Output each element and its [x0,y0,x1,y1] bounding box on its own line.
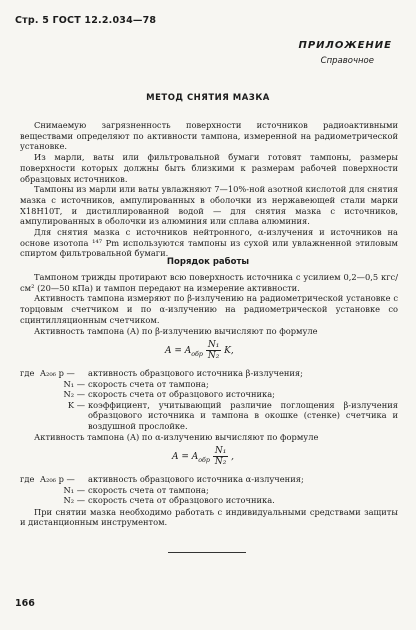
where-label: где [20,368,35,378]
definition-row [20,485,398,496]
definition-symbol: N₁ — [63,378,85,389]
definition-symbol: K — [67,399,85,410]
definition-text: скорость счета от тампона; [88,378,209,389]
definition-text: коэффициент, учитывающий различие поглощения β-излучения образцового источника и тампона в окошке (стенке) счетчика и воздушной прослойке. [88,399,398,431]
page-number: 166 [15,598,35,609]
definition-row [20,379,398,390]
definition-symbol: A₂₀₆ р — [40,368,75,378]
definitions-alpha [20,474,398,528]
definition-row [20,368,398,379]
definition-row [20,474,398,485]
formula-denominator: N₂ [214,457,227,467]
closing-paragraph: При снятии мазка необходимо работать с индивидуальными средствами защиты и дистанционным инструментом. [20,506,398,527]
definitions-beta [20,368,398,443]
procedure-paragraph: Активность тампона (A) по β-излучению вычисляют по формуле [34,325,318,336]
intro-paragraph: Для снятия мазка с источников нейтронного, α-излучения и источников на основе изотопа ¹⁴⁷ Pm используются тампоны из сухой или увлажненной этиловым спиртом фильтровальной бумаги. [20,227,398,259]
intro-paragraph: Снимаемую загрязненность поверхности источников радиоактивными веществами определяют по активности тампона, измеренной на радиометрической установке. [20,120,398,152]
where-label: где [20,474,35,484]
definition-row [20,495,398,506]
alpha-formula-intro: Активность тампона (A) по α-излучению вычисляют по формуле [34,432,319,442]
formula-fraction [206,340,221,361]
formula-lhs: A = A [165,346,192,356]
definition-text: активность образцового источника α-излучения; [88,474,304,484]
formula-denominator: N₂ [207,351,220,361]
intro-paragraph: Из марли, ваты или фильтровальной бумаги готовят тампоны, размеры поверхности которых должны быть близкими к размерам рабочей поверхности образцовых источников. [20,152,398,184]
definition-symbol: N₁ — [63,484,85,495]
definition-text: скорость счета от тампона; [88,484,209,495]
formula-alpha [172,446,234,467]
definition-text: скорость счета от образцового источника; [88,389,275,399]
footer-divider [168,552,246,553]
intro-paragraph: Тампоны из марли или ваты увлажняют 7—10%-ной азотной кислотой для снятия мазка с источников, ампулированных в оболочки из нержавеющей стали марки Х18Н10Т, и дистиллированной водой — для снятия мазка с источников, ампулированных в оболочки из алюминия или сплава алюминия. [20,184,398,227]
definition-symbol: N₂ — [63,389,85,399]
formula-tail: K, [224,346,234,356]
formula-fraction [213,446,228,467]
formula-numerator: N₁ [214,446,227,456]
definition-symbol: N₂ — [63,495,85,505]
page-header: Стр. 5 ГОСТ 12.2.034—78 [15,15,157,26]
procedure-title: Порядок работы [166,257,250,267]
appendix-label: ПРИЛОЖЕНИЕ [298,40,392,51]
formula-subscript: обр [191,350,203,358]
formula-lhs: A = A [172,452,199,462]
definition-text: активность образцового источника β-излучения; [88,368,303,378]
formula-tail: , [231,452,235,462]
definition-symbol: A₂₀₆ р — [40,474,75,484]
reference-label: Справочное [320,56,374,66]
procedure-block [20,272,398,336]
formula-beta [165,340,234,361]
formula-numerator: N₁ [207,340,220,350]
procedure-paragraph: Активность тампона измеряют по β-излучению на радиометрической установке с торцовым счетчиком и по α-излучению на радиометрической установке со сцинтилляционным счетчиком. [20,293,398,325]
definition-text: скорость счета от образцового источника. [88,495,275,505]
definition-row [20,400,398,432]
formula-subscript: обр [198,456,210,464]
intro-block [20,120,398,259]
section-title: МЕТОД СНЯТИЯ МАЗКА [146,93,270,103]
definition-row [20,389,398,400]
procedure-paragraph: Тампоном трижды протирают всю поверхность источника с усилием 0,2—0,5 кгс/см² (20—50 кПа) и тампон передают на измерение активности. [20,272,398,293]
